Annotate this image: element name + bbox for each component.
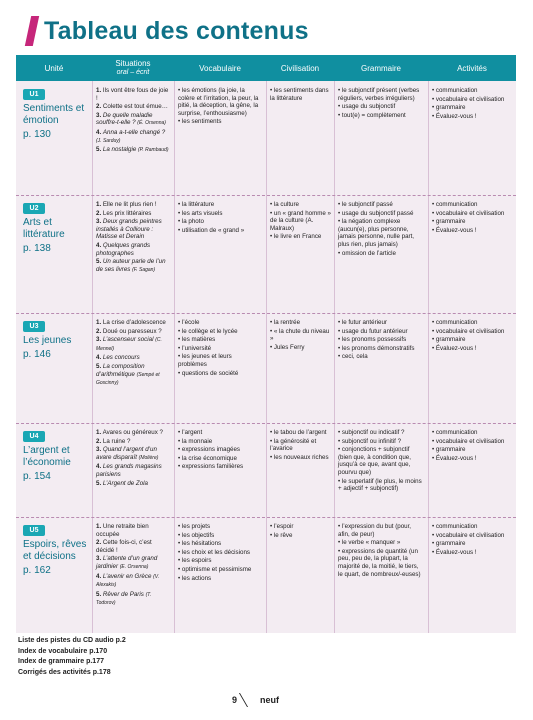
vocabulary-column	[178, 87, 262, 127]
vocabulary-item: • l’argent	[178, 429, 262, 437]
situation-source: (V. Alexakis)	[96, 573, 160, 589]
situation-number: 2.	[96, 103, 102, 111]
situations-column	[96, 319, 170, 389]
situation-number: 4.	[96, 241, 102, 249]
situation-text: La ruine ?	[102, 437, 131, 445]
activity-item: • communication	[432, 201, 512, 209]
civilisation-item: • les nouveaux riches	[270, 454, 332, 462]
vocabulary-item: • les émotions (la joie, la colère et l’irritation, la peur, la pitié, la déception, la gêne, la surprise, l’enthousiasme)	[178, 87, 262, 117]
situation-text: L’attente d’un grand jardinier	[96, 555, 158, 570]
situation-text: Les concours	[102, 354, 140, 362]
page-title: Tableau des contenus	[44, 16, 309, 45]
grammar-item: • conjonctions + subjonctif (bien que, à condition que, jusqu’à ce que, avant que, pourvu que)	[338, 446, 424, 476]
situation-item[interactable]	[96, 103, 170, 111]
grammar-item: • l’expression du but (pour, afin, de peur)	[338, 523, 424, 538]
header-vocabulaire: Vocabulaire	[199, 63, 241, 73]
situation-source: (C. Mennel)	[96, 337, 162, 352]
situation-item[interactable]	[96, 242, 170, 257]
civilisation-item: • la générosité et l’avarice	[270, 438, 332, 453]
unit-row	[16, 313, 516, 424]
situation-number: 5.	[96, 146, 102, 154]
vocabulary-item: • questions de société	[178, 370, 262, 378]
situation-item[interactable]	[96, 354, 170, 362]
grammar-column	[338, 201, 424, 258]
unit-row	[16, 195, 516, 314]
grammar-column	[338, 429, 424, 494]
grammar-column	[338, 319, 424, 362]
vocabulary-item: • la photo	[178, 218, 262, 226]
activity-item: • communication	[432, 319, 512, 327]
situation-number: 5.	[96, 590, 102, 598]
situation-text: Elle ne lit plus rien !	[102, 201, 157, 208]
vocabulary-item: • les espoirs	[178, 557, 262, 565]
situation-item[interactable]	[96, 573, 170, 590]
situation-number: 3.	[96, 111, 102, 119]
situation-text: Les grands magasins parisiens	[96, 463, 162, 478]
vocabulary-item: • la crise économique	[178, 455, 262, 463]
grammar-item: • les pronoms possessifs	[338, 336, 424, 344]
civilisation-column	[270, 523, 332, 540]
page-number-digit: 9	[232, 695, 238, 705]
civilisation-item: • le tabou de l’argent	[270, 429, 332, 437]
activity-item: • vocabulaire et civilisation	[432, 532, 512, 540]
situation-number: 1.	[96, 319, 102, 326]
situations-column	[96, 201, 170, 275]
situation-item[interactable]	[96, 87, 170, 102]
civilisation-item: • la culture	[270, 201, 332, 209]
situation-item[interactable]	[96, 210, 170, 218]
footer-line: Index de vocabulaire p.170	[18, 647, 108, 655]
grammar-item: • les pronoms démonstratifs	[338, 345, 424, 353]
situations-column	[96, 429, 170, 488]
activity-item: • Évaluez-vous !	[432, 549, 512, 557]
situation-item[interactable]	[96, 555, 170, 571]
activity-item: • Évaluez-vous !	[432, 113, 512, 121]
situation-text: La composition d’arithmétique	[96, 362, 145, 378]
situation-number: 3.	[96, 555, 102, 563]
situation-source: (F. Sagan)	[132, 266, 156, 273]
situation-item[interactable]	[96, 591, 170, 608]
vocabulary-item: • la littérature	[178, 201, 262, 209]
grammar-item: • usage du futur antérieur	[338, 328, 424, 336]
unit-badge-icon: U4	[23, 431, 45, 442]
title-block	[28, 16, 309, 46]
activity-item: • grammaire	[432, 540, 512, 548]
footer-index-list	[18, 636, 126, 678]
situation-item[interactable]	[96, 480, 170, 488]
vocabulary-item: • les choix et les décisions	[178, 549, 262, 557]
activity-item: • grammaire	[432, 446, 512, 454]
unit-title: Sentiments et émotion	[23, 103, 85, 126]
footer-line: Liste des pistes du CD audio p.2	[18, 637, 126, 644]
situation-text: Anna a-t-elle changé ?	[102, 128, 166, 136]
situation-item[interactable]	[96, 328, 170, 336]
situation-item[interactable]	[96, 201, 170, 209]
situation-number: 2.	[96, 437, 102, 445]
activity-item: • Évaluez-vous !	[432, 227, 512, 235]
vocabulary-column	[178, 523, 262, 583]
situation-text: Une retraite bien occupée	[96, 523, 149, 538]
situation-number: 2.	[96, 539, 102, 547]
grammar-item: • ceci, cela	[338, 353, 424, 361]
activity-item: • grammaire	[432, 104, 512, 112]
situation-source: (T. Todorov)	[96, 591, 152, 607]
unit-row	[16, 81, 516, 196]
civilisation-column	[270, 201, 332, 242]
situation-source: (E. Orsenna)	[119, 563, 149, 570]
vocabulary-item: • les actions	[178, 575, 262, 583]
unit-title: Espoirs, rêves et décisions	[23, 539, 87, 562]
situation-text: Quelques grands photographes	[96, 241, 151, 257]
situation-item[interactable]	[96, 523, 170, 538]
page-number	[232, 693, 279, 707]
vocabulary-item: • la monnaie	[178, 438, 262, 446]
situation-number: 4.	[96, 572, 102, 580]
table-header	[16, 55, 516, 81]
activity-item: • communication	[432, 429, 512, 437]
vocabulary-column	[178, 319, 262, 378]
situation-item[interactable]	[96, 336, 170, 353]
activity-column	[432, 319, 512, 353]
vocabulary-item: • les objectifs	[178, 532, 262, 540]
situation-number: 3.	[96, 336, 102, 344]
activity-item: • vocabulaire et civilisation	[432, 328, 512, 336]
unit-badge-icon: U5	[23, 525, 45, 536]
civilisation-item: • la rentrée	[270, 319, 332, 327]
civilisation-item: • Jules Ferry	[270, 344, 332, 352]
civilisation-item: • un « grand homme » de la culture (A. Malraux)	[270, 210, 332, 233]
situation-number: 1.	[96, 201, 102, 208]
unit-badge-icon: U1	[23, 89, 45, 100]
situation-source: (É. Orsenna)	[137, 120, 166, 127]
grammar-item: • tout(e) = complètement	[338, 112, 424, 120]
contents-table	[16, 55, 516, 633]
civilisation-item: • le livre en France	[270, 233, 332, 241]
grammar-item: • subjonctif ou indicatif ?	[338, 429, 424, 437]
grammar-item: • omission de l’article	[338, 250, 424, 258]
civilisation-item: • le rêve	[270, 532, 332, 540]
header-grammaire: Grammaire	[360, 63, 401, 73]
situation-number: 4.	[96, 354, 102, 362]
grammar-item: • le subjonctif présent (verbes réguliers, verbes irréguliers)	[338, 87, 424, 102]
grammar-item: • le subjonctif passé	[338, 201, 424, 209]
unit-page-link[interactable]: p. 154	[23, 471, 51, 482]
activity-column	[432, 429, 512, 463]
situation-text: De quelle maladie souffre-t-elle ?	[96, 111, 153, 127]
unit-title: Les jeunes	[23, 335, 72, 346]
civilisation-column	[270, 87, 332, 103]
unit-badge-icon: U2	[23, 203, 45, 214]
activity-column	[432, 523, 512, 557]
vocabulary-item: • expressions familières	[178, 463, 262, 471]
activity-item: • vocabulaire et civilisation	[432, 438, 512, 446]
situation-number: 5.	[96, 479, 102, 487]
activity-column	[432, 87, 512, 121]
vocabulary-item: • les arts visuels	[178, 210, 262, 218]
vocabulary-column	[178, 201, 262, 235]
vocabulary-item: • les hésitations	[178, 540, 262, 548]
situation-text: Un auteur parle de l’un de ses livres	[96, 258, 166, 273]
situation-number: 1.	[96, 87, 102, 94]
civilisation-item: • « la chute du niveau »	[270, 328, 332, 343]
grammar-item: • le verbe « manquer »	[338, 539, 424, 547]
situation-number: 3.	[96, 446, 102, 454]
activity-item: • Évaluez-vous !	[432, 455, 512, 463]
situation-source: (J. Sarduy)	[96, 137, 121, 144]
grammar-item: • le superlatif (le plus, le moins + adjectif + subjonctif)	[338, 478, 424, 493]
activity-item: • vocabulaire et civilisation	[432, 96, 512, 104]
situations-column	[96, 87, 170, 156]
vocabulary-item: • l’université	[178, 345, 262, 353]
vocabulary-item: • les sentiments	[178, 118, 262, 126]
situation-item[interactable]	[96, 319, 170, 327]
grammar-item: • subjonctif ou infinitif ?	[338, 438, 424, 446]
activity-item: • communication	[432, 523, 512, 531]
situation-text: L’Argent de Zola	[102, 479, 148, 487]
activity-column	[432, 201, 512, 235]
vocabulary-column	[178, 429, 262, 472]
situation-text: Colette est tout émue…	[102, 103, 168, 111]
situation-item[interactable]	[96, 129, 170, 145]
page-slash-icon	[239, 693, 258, 707]
situation-number: 3.	[96, 218, 102, 226]
unit-page-link[interactable]: p. 138	[23, 243, 51, 254]
situation-number: 2.	[96, 209, 102, 217]
situation-item[interactable]	[96, 258, 170, 274]
footer-line: Corrigés des activités p.178	[18, 668, 111, 676]
situation-item[interactable]	[96, 218, 170, 241]
activity-item: • grammaire	[432, 218, 512, 226]
situation-item[interactable]	[96, 146, 170, 155]
vocabulary-item: • les matières	[178, 336, 262, 344]
situation-item[interactable]	[96, 429, 170, 437]
grammar-item: • expressions de quantité (un peu, peu de, la plupart, la majorité de, la moitié, le tiers, le quart, de nombreux/-euses)	[338, 548, 424, 578]
situation-number: 5.	[96, 362, 102, 370]
civilisation-item: • les sentiments dans la littérature	[270, 87, 332, 102]
header-activites: Activités	[457, 63, 487, 73]
situation-number: 1.	[96, 429, 102, 436]
situation-number: 4.	[96, 463, 102, 471]
vocabulary-item: • le collège et le lycée	[178, 328, 262, 336]
situation-number: 2.	[96, 327, 102, 335]
grammar-column	[338, 523, 424, 579]
unit-page-link[interactable]: p. 162	[23, 565, 51, 576]
situation-number: 4.	[96, 128, 102, 136]
situation-item[interactable]	[96, 363, 170, 388]
civilisation-item: • l’espoir	[270, 523, 332, 531]
situation-text: Doué ou paresseux ?	[102, 327, 162, 335]
situation-item[interactable]	[96, 539, 170, 554]
activity-item: • Évaluez-vous !	[432, 345, 512, 353]
situation-text: Les prix littéraires	[102, 209, 152, 217]
unit-badge-icon: U3	[23, 321, 45, 332]
situation-text: Cette fois-ci, c’est décidé !	[96, 539, 152, 554]
situation-item[interactable]	[96, 463, 170, 478]
situation-source: (P. Rambaud)	[138, 147, 169, 154]
situation-text: L’avenir en Grèce	[102, 572, 152, 580]
unit-row	[16, 423, 516, 518]
title-accent-bar	[25, 16, 39, 46]
unit-title: Arts et littérature	[23, 217, 65, 240]
page-number-word: neuf	[260, 695, 280, 705]
civilisation-column	[270, 429, 332, 462]
situation-item[interactable]	[96, 446, 170, 462]
unit-page-link[interactable]: p. 146	[23, 349, 51, 360]
situation-text: La crise d’adolescence	[102, 319, 166, 326]
situation-text: Deux grands peintres installés à Collioure : Matisse et Derain	[96, 218, 162, 241]
footer-line: Index de grammaire p.177	[18, 658, 104, 665]
situation-source: (Molière)	[138, 454, 159, 461]
vocabulary-item: • les jeunes et leurs problèmes	[178, 353, 262, 368]
grammar-item: • usage du subjonctif passé	[338, 210, 424, 218]
situations-column	[96, 523, 170, 609]
grammar-item: • usage du subjonctif	[338, 103, 424, 111]
header-situations: Situations oral – écrit	[115, 59, 151, 76]
civilisation-column	[270, 319, 332, 352]
situation-number: 1.	[96, 523, 102, 530]
vocabulary-item: • utilisation de « grand »	[178, 227, 262, 235]
vocabulary-item: • les projets	[178, 523, 262, 531]
activity-item: • vocabulaire et civilisation	[432, 210, 512, 218]
situation-text: Rêver de Paris	[102, 590, 144, 598]
grammar-item: • la négation complexe (aucun(e), plus personne, jamais personne, nulle part, plus rien, plus jamais)	[338, 218, 424, 248]
vocabulary-item: • l’école	[178, 319, 262, 327]
unit-title: L’argent et l’économie	[23, 445, 71, 468]
unit-page-link[interactable]: p. 130	[23, 129, 51, 140]
situation-text: Ils vont être fous de joie !	[96, 87, 169, 102]
unit-row	[16, 517, 516, 633]
activity-item: • communication	[432, 87, 512, 95]
situation-item[interactable]	[96, 438, 170, 446]
grammar-item: • le futur antérieur	[338, 319, 424, 327]
situation-text: Quand l’argent d’un avare disparaît	[96, 446, 157, 461]
vocabulary-item: • expressions imagées	[178, 446, 262, 454]
situation-item[interactable]	[96, 112, 170, 128]
vocabulary-item: • optimisme et pessimisme	[178, 566, 262, 574]
grammar-column	[338, 87, 424, 120]
situation-text: Avares ou généreux ?	[102, 429, 163, 436]
header-unite: Unité	[44, 63, 64, 73]
situation-source: (Sempé et Goscinny)	[96, 371, 160, 387]
situation-text: La nostalgie	[102, 146, 137, 154]
activity-item: • grammaire	[432, 336, 512, 344]
situation-text: L’ascenseur social	[102, 336, 154, 344]
header-civilisation: Civilisation	[280, 63, 320, 73]
situation-number: 5.	[96, 258, 102, 266]
